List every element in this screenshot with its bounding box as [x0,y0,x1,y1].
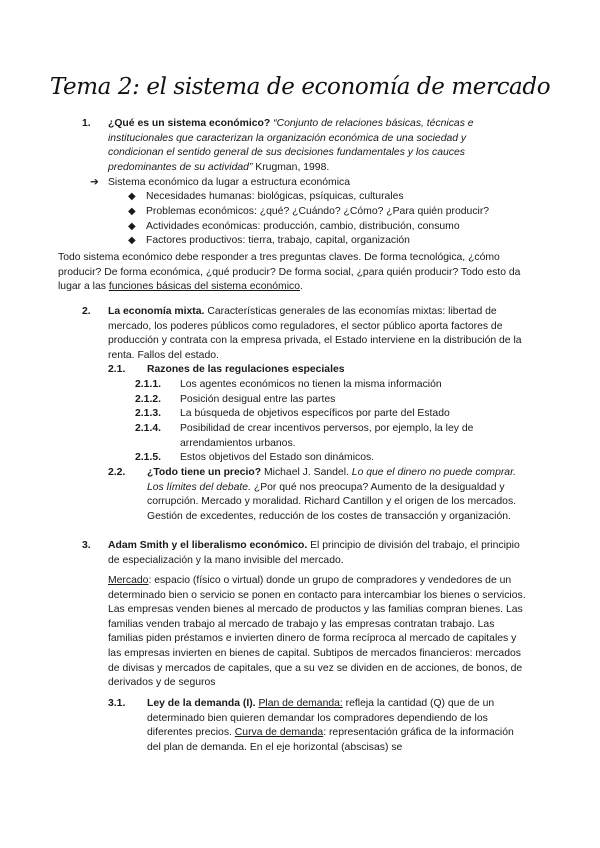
section-1-quote: “Conjunto de relaciones básicas, técnicas e institucionales que caracterizan la organización económica de una sociedad y condicionan el sentido general de sus decisiones fundamentales y los cauces predominantes de su actividad” [108,118,474,173]
item-number: 2.1.5. [135,452,161,463]
section-2-text: Características generales de las economías mixtas: libertad de mercado, los poderes públicos como reguladores, el sector público aporta factores de producción y contrata con la empresa privada, el Estado interviene en la distribución de la renta. Fallos del estado. [108,306,522,361]
book-title: Lo que el dinero no puede comprar. Los límites del debate. [147,467,517,493]
section-3-number: 3. [82,540,91,551]
diamond-bullet-icon: ◆ [128,221,136,232]
list-item: Estos objetivos del Estado son dinámicos. [180,452,375,463]
curva-demanda-text: : representación gráfica de la información del plan de demanda. En el eje horizontal (abscisas) se [147,727,514,753]
subsection-2-2-heading: ¿Todo tiene un precio? [147,467,262,478]
section-1-body [108,117,508,175]
book-author: Michael J. Sandel. [261,467,352,478]
plan-demanda-text: refleja la cantidad (Q) que de un determinado bien quieren demandar los compradores dependiendo de los diferentes precios. [147,698,495,739]
intro-paragraph [58,251,528,295]
plan-demanda-term: Plan de demanda: [258,698,343,709]
subsection-3-1-body [147,697,525,755]
bullet-item: Actividades económicas: producción, cambio, distribución, consumo [146,221,460,232]
subsection-2-2-number: 2.2. [108,467,126,478]
section-1-heading: ¿Qué es un sistema económico? [108,118,271,129]
item-number: 2.1.4. [135,423,161,434]
subsection-3-1-heading: Ley de la demanda (I). [147,698,256,709]
section-2-heading: La economía mixta. [108,306,205,317]
mercado-paragraph [108,574,526,691]
intro-paragraph-end: . [300,281,303,293]
list-item: La búsqueda de objetivos específicos por parte del Estado [180,408,450,419]
curva-demanda-term: Curva de demanda [234,727,324,739]
section-3-body [108,539,520,568]
list-item: Posición desigual entre las partes [180,394,336,405]
item-number: 2.1.1. [135,379,161,390]
section-2-number: 2. [82,306,91,317]
diamond-bullet-icon: ◆ [128,235,136,246]
functions-link[interactable]: funciones básicas del sistema económico [108,281,300,293]
item-number: 2.1.3. [135,408,161,419]
mercado-term: Mercado [108,575,149,586]
bullet-item: Necesidades humanas: biológicas, psíquicas, culturales [146,191,404,202]
list-item: Posibilidad de crear incentivos perversos, por ejemplo, la ley de arrendamientos urbanos. [180,423,474,449]
subsection-3-1-number: 3.1. [108,698,126,709]
section-3-text: El principio de división del trabajo, el principio de especialización y la mano invisible del mercado. [108,540,520,566]
subsection-2-1-number: 2.1. [108,364,126,375]
section-1-citation: Krugman, 1998. [252,161,330,173]
subsection-2-2-text: ¿Por qué nos preocupa? Aumento de la desigualdad y corrupción. Mercado y moralidad. Richard Cantillon y el origen de los mercados. Gestión de excedentes, reducción de los costes de transacción y organización. [147,481,517,522]
arrow-icon: ➔ [90,177,99,188]
bullet-item: Factores productivos: tierra, trabajo, capital, organización [146,235,410,246]
section-3-heading: Adam Smith y el liberalismo económico. [108,540,308,551]
page-title: Tema 2: el sistema de economía de mercado [49,74,551,100]
intro-paragraph-text: Todo sistema económico debe responder a tres preguntas claves. De forma tecnológica, ¿cómo producir? De forma económica, ¿qué producir? De forma social, ¿para quién producir? Todo esto da lugar a las [58,252,521,293]
section-2-body [108,305,526,363]
subsection-2-2-body [147,466,527,524]
diamond-bullet-icon: ◆ [128,206,136,217]
bullet-item: Problemas económicos: ¿qué? ¿Cuándo? ¿Cómo? ¿Para quién producir? [146,206,490,217]
arrow-item-text: Sistema económico da lugar a estructura económica [108,177,350,188]
subsection-2-1-heading: Razones de las regulaciones especiales [147,364,345,375]
mercado-definition: : espacio (físico o virtual) donde un grupo de compradores y vendedores de un determinado bien o servicio se ponen en contacto para intercambiar los bienes o servicios. Las empresas venden bienes al mercado de productos y las familias compran bienes. Las familias venden trabajo al mercado de trabajo y las empresas contratan trabajo. Las familias piden préstamos e invierten dinero de forma recíproca al mercado de capitales y las empresas invierten en bienes de capital. Subtipos de mercados financieros: mercados de divisas y mercados de capitales, que a su vez se dividen en de acciones, de bonos, de derivados y de seguros [108,575,526,689]
item-number: 2.1.2. [135,394,161,405]
diamond-bullet-icon: ◆ [128,191,136,202]
section-1-number: 1. [82,118,91,129]
list-item: Los agentes económicos no tienen la misma información [180,379,442,390]
